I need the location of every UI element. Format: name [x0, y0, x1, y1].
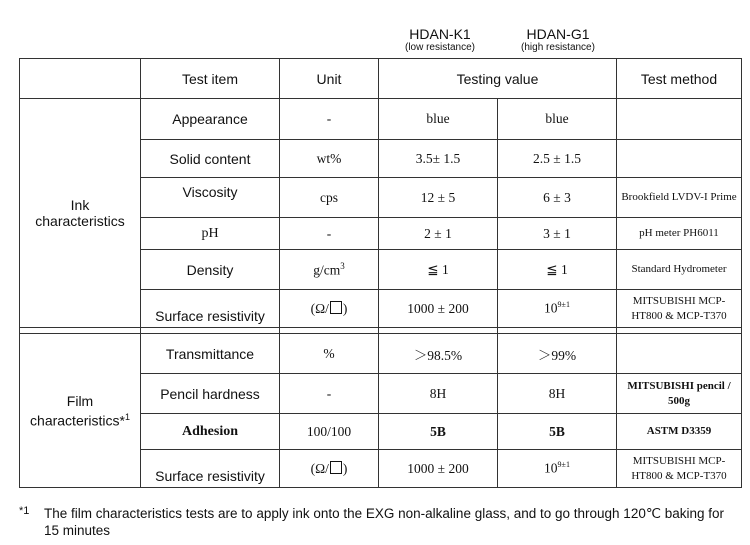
test-method	[617, 140, 742, 178]
value-g1: 8H	[498, 374, 617, 414]
footnote-marker: *1	[19, 505, 30, 517]
unit	[280, 450, 379, 488]
unit	[280, 290, 379, 328]
test-item: Appearance	[141, 99, 280, 140]
test-method	[617, 99, 742, 140]
unit: wt%	[280, 140, 379, 178]
value-k1: ＞98.5%	[379, 334, 498, 374]
test-item: Viscosity	[141, 178, 280, 218]
header-unit: Unit	[280, 59, 379, 99]
unit-base: g/cm	[313, 262, 341, 278]
test-method: MITSUBISHI MCP-HT800 & MCP-T370	[617, 450, 742, 488]
unit-close: )	[342, 300, 348, 316]
unit: -	[280, 99, 379, 140]
table-row	[20, 99, 742, 140]
test-method: pH meter PH6011	[617, 218, 742, 250]
value-base: 10	[544, 460, 558, 476]
value-g1	[498, 290, 617, 328]
value-g1: 3 ± 1	[498, 218, 617, 250]
value-k1: 12 ± 5	[379, 178, 498, 218]
unit-open: (Ω/	[310, 460, 329, 476]
test-item: Transmittance	[141, 334, 280, 374]
product-subtitle: (low resistance)	[404, 42, 476, 53]
test-item: Surface resistivity	[141, 290, 280, 328]
value-g1: 5B	[498, 414, 617, 450]
test-method: ASTM D3359	[617, 414, 742, 450]
corner-cell	[20, 59, 141, 99]
test-method: Standard Hydrometer	[617, 250, 742, 290]
test-item: Adhesion	[141, 414, 280, 450]
value-g1	[498, 450, 617, 488]
value-g1: 6 ± 3	[498, 178, 617, 218]
test-item: Solid content	[141, 140, 280, 178]
test-method: Brookfield LVDV-I Prime	[617, 178, 742, 218]
unit: -	[280, 218, 379, 250]
footnote	[19, 505, 739, 539]
value-g1: blue	[498, 99, 617, 140]
value-k1: 8H	[379, 374, 498, 414]
unit-open: (Ω/	[310, 300, 329, 316]
value-k1: 5B	[379, 414, 498, 450]
header-row	[20, 59, 742, 99]
value-g1: ≦ 1	[498, 250, 617, 290]
test-method: MITSUBISHI MCP-HT800 & MCP-T370	[617, 290, 742, 328]
unit: %	[280, 334, 379, 374]
value-k1: blue	[379, 99, 498, 140]
header-test-item: Test item	[141, 59, 280, 99]
spec-table	[19, 58, 742, 488]
value-k1: 3.5± 1.5	[379, 140, 498, 178]
ink-group-label: Ink characteristics	[20, 99, 141, 328]
value-g1: 2.5 ± 1.5	[498, 140, 617, 178]
value-base: 10	[544, 300, 558, 316]
value-k1: 1000 ± 200	[379, 450, 498, 488]
square-symbol-icon	[330, 461, 342, 474]
product-subtitle: (high resistance)	[521, 42, 595, 53]
test-item: pH	[141, 218, 280, 250]
square-symbol-icon	[330, 301, 342, 314]
film-label-text: Film characteristics*	[30, 392, 125, 429]
unit-close: )	[342, 460, 348, 476]
value-k1: 1000 ± 200	[379, 290, 498, 328]
unit: 100/100	[280, 414, 379, 450]
product-name: HDAN-K1	[409, 26, 471, 42]
value-k1: 2 ± 1	[379, 218, 498, 250]
value-exponent: 9±1	[557, 300, 570, 310]
header-test-method: Test method	[617, 59, 742, 99]
table-row	[20, 334, 742, 374]
value-exponent: 9±1	[557, 460, 570, 470]
product-header-g1	[503, 26, 613, 54]
unit: -	[280, 374, 379, 414]
product-header-k1	[385, 26, 495, 54]
film-group-label	[20, 334, 141, 488]
unit-superscript: 3	[340, 260, 345, 271]
footnote-text: The film characteristics tests are to apply ink onto the EXG non-alkaline glass, and to go through 120℃ baking for 15 minutes	[44, 506, 725, 538]
unit	[280, 250, 379, 290]
value-g1: ＞99%	[498, 334, 617, 374]
test-item: Density	[141, 250, 280, 290]
test-method: MITSUBISHI pencil / 500g	[617, 374, 742, 414]
film-label-superscript: 1	[124, 411, 130, 422]
unit: cps	[280, 178, 379, 218]
test-item: Pencil hardness	[141, 374, 280, 414]
test-method	[617, 334, 742, 374]
header-testing-value: Testing value	[379, 59, 617, 99]
test-item: Surface resistivity	[141, 450, 280, 488]
value-k1: ≦ 1	[379, 250, 498, 290]
product-name: HDAN-G1	[526, 26, 590, 42]
